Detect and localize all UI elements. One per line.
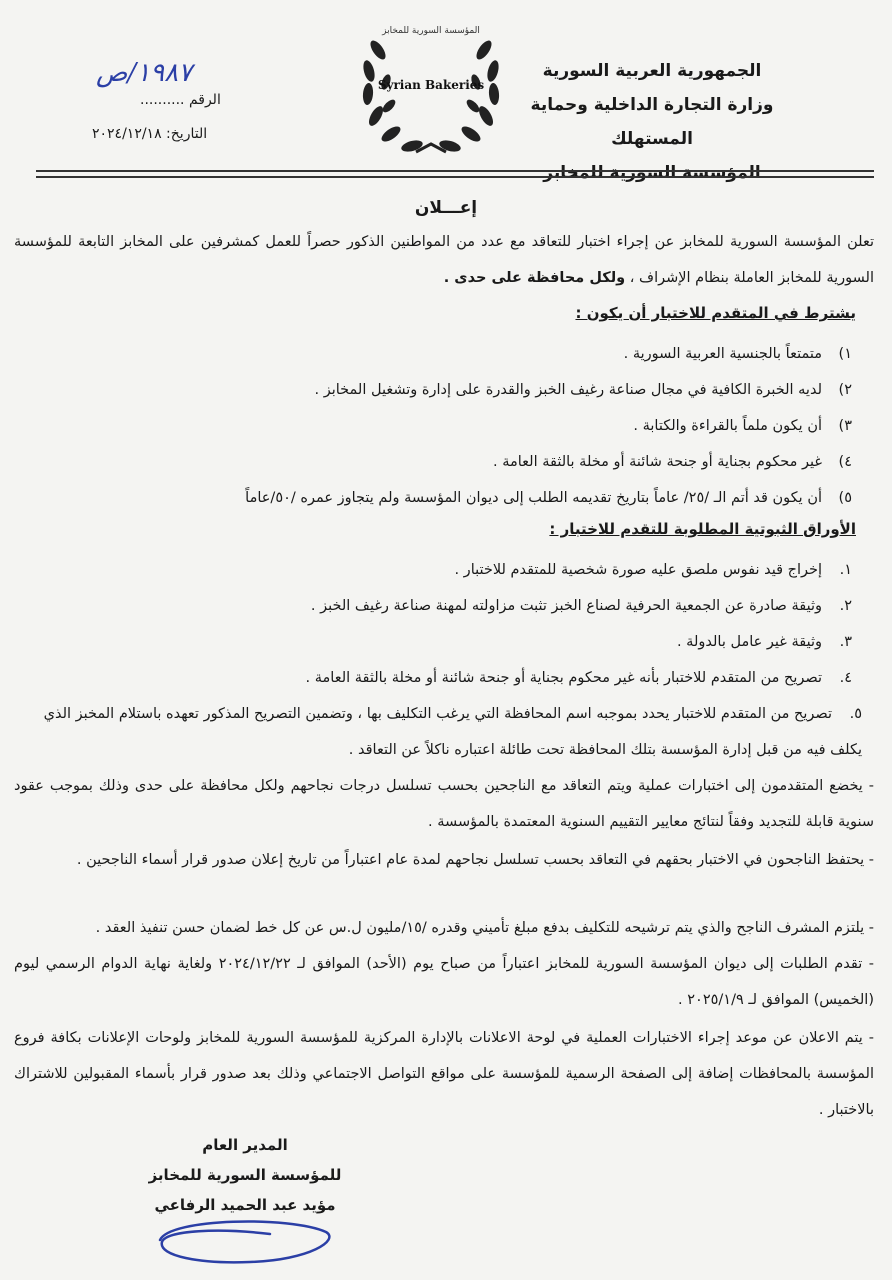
document-item: ١.إخراج قيد نفوس ملصق عليه صورة شخصية للمتقدم للاختبار . <box>454 562 852 578</box>
intro-text: تعلن المؤسسة السورية للمخابز عن إجراء اختبار للتعاقد مع عدد من المواطنين الذكور حصراً للعمل كمشرفين على المخابز التابعة للمؤسسة السورية للمخابز العاملة بنظام الإشراف ، <box>14 234 874 286</box>
note-paragraph: - يلتزم المشرف الناجح والذي يتم ترشيحه للتكليف بدفع مبلغ تأميني وقدره /١٥/مليون ل.س عن كل خط لضمان حسن تنفيذ العقد . <box>95 920 874 936</box>
date-label: التاريخ: ٢٠٢٤/١٢/١٨ <box>92 126 208 142</box>
intro-bold-text: ولكل محافظة على حدى . <box>443 270 626 286</box>
condition-item: ٤)غير محكوم بجناية أو جنحة شائنة أو مخلة بالثقة العامة . <box>492 454 852 470</box>
handwritten-reference-number: ١٩٨٧/ص <box>96 58 193 88</box>
signature-block <box>140 1130 350 1220</box>
note-paragraph: - يتم الاعلان عن موعد إجراء الاختبارات العملية في لوحة الاعلانات بالإدارة المركزية للمؤسسة السورية للمخابز ولوحات الإعلانات بكافة فروع المؤسسة بالمحافظات إضافة إلى الصفحة الرسمية للمؤسسة على مواقع التواصل الاجتماعي وذلك بعد صدور قرار بأسماء المقبولين للاشتراك بالاختبار . <box>14 1030 874 1118</box>
signatory-name: مؤيد عبد الحميد الرفاعي <box>154 1196 336 1214</box>
republic-name: الجمهورية العربية السورية <box>542 61 762 81</box>
ministry-name: وزارة التجارة الداخلية وحماية المستهلك <box>530 95 774 149</box>
note-paragraph: - تقدم الطلبات إلى ديوان المؤسسة السورية للمخابز اعتباراً من صباح يوم (الأحد) الموافق لـ ٢٠٢٤/١٢/٢٢ ولغاية نهاية الدوام الرسمي ليوم (الخميس) الموافق لـ ٢٠٢٥/١/٩ . <box>14 956 874 1008</box>
document-item: ٢.وثيقة صادرة عن الجمعية الحرفية لصناع الخبز تثبت مزاولته لمهنة صناعة رغيف الخبز . <box>310 598 852 614</box>
intro-paragraph <box>14 224 874 296</box>
institution-name: المؤسسة السورية للمخابز <box>543 163 761 183</box>
signatory-title: المدير العام <box>202 1136 288 1154</box>
condition-item: ٥)أن يكون قد أتم الـ /٢٥/ عاماً بتاريخ تقديمه الطلب إلى ديوان المؤسسة ولم يتجاوز عمره /٥٠/عاماً <box>245 490 852 506</box>
document-item: ٤.تصريح من المتقدم للاختبار بأنه غير محكوم بجناية أو جنحة شائنة أو مخلة بالثقة العامة . <box>305 670 852 686</box>
note-paragraph: - يخضع المتقدمون إلى اختبارات عملية ويتم التعاقد مع الناجحين بحسب تسلسل درجات نجاحهم ولكل محافظة على حدى وذلك بموجب عقود سنوية قابلة للتجديد وفقاً لنتائج معايير التقييم السنوية المعتمدة بالمؤسسة . <box>14 778 874 830</box>
condition-item: ٢)لديه الخبرة الكافية في مجال صناعة رغيف الخبز والقدرة على إدارة وتشغيل المخابز . <box>314 382 852 398</box>
reference-label: الرقم .......... <box>140 92 221 108</box>
conditions-heading: يشترط في المتقدم للاختبار أن يكون : <box>575 304 856 322</box>
note-paragraph: - يحتفظ الناجحون في الاختبار بحقهم في التعاقد بحسب تسلسل نجاحهم لمدة عام اعتباراً من تاريخ إعلان صدور قرار أسماء الناجحين . <box>76 852 874 868</box>
condition-item: ١)متمتعاً بالجنسية العربية السورية . <box>623 346 852 362</box>
document-item: ٥.تصريح من المتقدم للاختبار يحدد بموجبه اسم المحافظة التي يرغب التكليف بها ، وتضمين التصريح المذكور تعهده باستلام المخبز الذي يكلف فيه من قبل إدارة المؤسسة بتلك المحافظة تحت طائلة اعتباره ناكلاً عن التعاقد . <box>43 706 862 758</box>
signatory-org: للمؤسسة السورية للمخابز <box>148 1166 342 1184</box>
header-divider-bottom <box>36 176 874 178</box>
institution-logo <box>356 16 506 158</box>
documents-heading: الأوراق الثبوتية المطلوبة للتقدم للاختبار : <box>549 520 856 538</box>
document-item: ٣.وثيقة غير عامل بالدولة . <box>676 634 852 650</box>
logo-text: Syrian Bakeries <box>377 78 485 92</box>
condition-item: ٣)أن يكون ملماً بالقراءة والكتابة . <box>633 418 852 434</box>
logo-arc-text: المؤسسة السورية للمخابز <box>382 26 480 36</box>
header-divider-top <box>36 170 874 172</box>
announcement-title: إعـــلان <box>414 198 478 218</box>
handwritten-signature <box>150 1210 340 1270</box>
